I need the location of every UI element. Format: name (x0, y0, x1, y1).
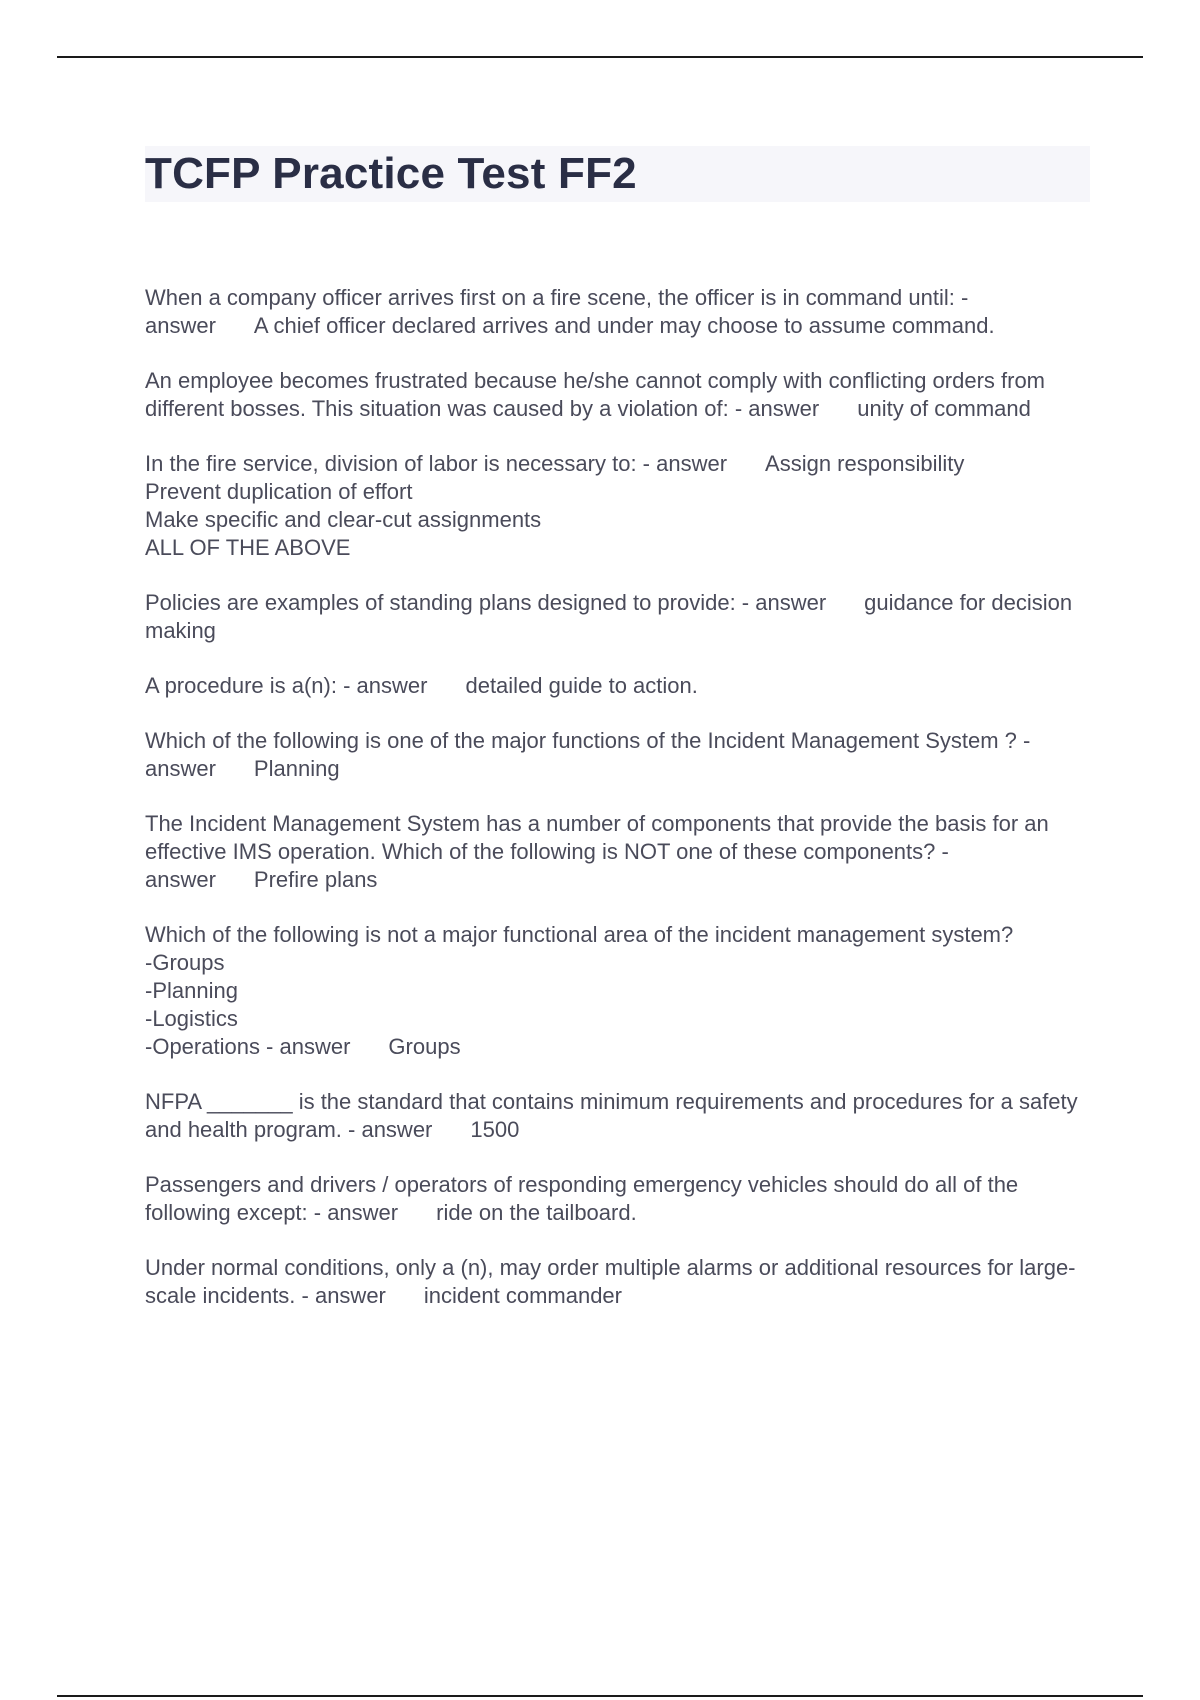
qa-item (145, 284, 1090, 340)
question-text: A procedure is a(n): - answer (145, 673, 428, 698)
bottom-rule (57, 1695, 1143, 1697)
page-content (145, 146, 1090, 1337)
qa-list (145, 284, 1090, 1310)
answer-text: 1500 (470, 1117, 520, 1142)
question-text: NFPA _______ is the standard that contains minimum requirements and procedures for a safety and health program. - answer (145, 1089, 1078, 1142)
qa-item (145, 921, 1090, 1061)
answer-text: Planning (253, 756, 340, 781)
question-text: Which of the following is not a major functional area of the incident management system? -Groups -Planning -Logistics -Operations - answer (145, 922, 1014, 1059)
qa-item (145, 450, 1090, 562)
qa-item (145, 672, 1090, 700)
title-box (145, 146, 1090, 202)
top-rule (57, 56, 1143, 58)
qa-item (145, 367, 1090, 423)
qa-item (145, 810, 1090, 894)
answer-text: incident commander (423, 1283, 622, 1308)
question-text: Which of the following is one of the major functions of the Incident Management System ? - answer (145, 728, 1031, 781)
qa-item (145, 727, 1090, 783)
qa-item (145, 1088, 1090, 1144)
answer-text: detailed guide to action. (465, 673, 698, 698)
question-text: In the fire service, division of labor is necessary to: - answer (145, 451, 728, 476)
question-text: Under normal conditions, only a (n), may order multiple alarms or additional resources for large-scale incidents. - answer (145, 1255, 1076, 1308)
answer-text: unity of command (857, 396, 1031, 421)
qa-item (145, 589, 1090, 645)
answer-text: Groups (388, 1034, 461, 1059)
question-text: The Incident Management System has a number of components that provide the basis for an effective IMS operation. Which of the following is NOT one of these components? - answer (145, 811, 1049, 892)
answer-text: A chief officer declared arrives and under may choose to assume command. (253, 313, 995, 338)
question-text: Policies are examples of standing plans designed to provide: - answer (145, 590, 827, 615)
answer-text: ride on the tailboard. (436, 1200, 637, 1225)
answer-text: guidance for decision making (145, 590, 1073, 643)
question-text: Passengers and drivers / operators of responding emergency vehicles should do all of the following except: - answer (145, 1172, 1019, 1225)
page-title: TCFP Practice Test FF2 (145, 149, 637, 198)
question-text: An employee becomes frustrated because he/she cannot comply with conflicting orders from different bosses. This situation was caused by a violation of: - answer (145, 368, 1046, 421)
answer-text: Prefire plans (253, 867, 378, 892)
answer-text: Assign responsibility Prevent duplication of effort Make specific and clear-cut assignments ALL OF THE ABOVE (145, 451, 965, 560)
qa-item (145, 1171, 1090, 1227)
qa-item (145, 1254, 1090, 1310)
question-text: When a company officer arrives first on a fire scene, the officer is in command until: - answer (145, 285, 969, 338)
